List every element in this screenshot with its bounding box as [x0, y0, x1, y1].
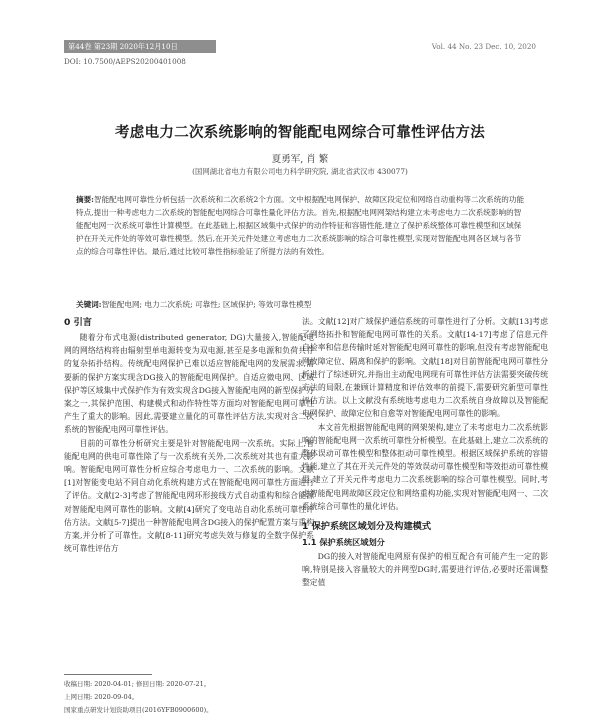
authors: 夏勇军, 肖 繁 [271, 154, 329, 165]
journal-issue-banner [64, 40, 216, 53]
footnote [64, 678, 304, 717]
intro-paragraph-1: 随着分布式电源(distributed generator, DG)大量接入,智能配电网的网络结构将由辐射型单电源转变为双电源,甚至是多电源和负荷共存的复杂拓扑结构。传统配电网保护已难以适应智能配电网的发展需求,需要新的保护方案实现含DG接入的智能配电网保护。自适应微电网、区域保护等区域集中式保护作为有效实现含DG接入智能配电网的新型保护方案之一,其保护范围、构建模式和动作特性等方面均对智能配电网可靠性产生了重大的影响。因此,需要建立量化的可靠性评估方法,实现对含二次系统的智能配电网可靠性评估。 [64, 333, 314, 435]
right-column [302, 315, 548, 590]
paper-title: 考虑电力二次系统影响的智能配电网综合可靠性评估方法 [115, 124, 485, 141]
abstract-label: 摘要: [76, 195, 94, 204]
received-date: 收稿日期: 2020-04-01; 修回日期: 2020-07-21。 [64, 680, 211, 688]
fund-info: 国家重点研发计划资助项目(2016YFB0900600)。 [64, 706, 213, 714]
abstract [76, 193, 525, 258]
intro-paragraph-2: 目前的可靠性分析研究主要是针对智能配电网一次系统。实际上,智能配电网的供电可靠性除了与一次系统有关外,二次系统对其也有重大影响。智能配电网可靠性分析应综合考虑电力一、二次系统的影响。文献[1]对智能变电站不同自动化系统构建方式在智能配电网可靠性方面进行了评估。文献[2-3]考虑了智能配电网环形接线方式自动重构和综合能源对智能配电网可靠性的影响。文献[4]研究了变电站自动化系统可靠性评估方法。文献[5-7]提出一种智能配电网含DG接入的保护配置方案与重构方案,并分析了可靠性。文献[8-11]研究考虑失效与修复的全数字保护系统可靠性评估方 [64, 438, 314, 554]
section11-paragraph: DG的接入对智能配电网原有保护的相互配合有可能产生一定的影响,特别是接入容量较大的并网型DG时,需要进行评估,必要时还需调整整定值 [302, 552, 548, 588]
journal-issue-text: 第44卷 第23期 2020年12月10日 [68, 42, 178, 51]
online-date: 上网日期: 2020-09-04。 [64, 693, 139, 701]
intro-paragraph-3: 法。文献[12]对广域保护通信系统的可靠性进行了分析。文献[13]考虑了网络拓扑和智能配电网可靠性的关系。文献[14-17]考虑了信息元件自检率和信息传输时延对智能配电网可靠性的影响,但没有考虑智能配电网故障定位、隔离和保护的影响。文献[18]对目前智能配电网可靠性分析进行了综述研究,并指出主动配电网现有可靠性评估方法需要突破传统方法的局限,在兼顾计算精度和评估效率的前提下,需要研究新型可靠性评估方法。以上文献没有系统地考虑电力二次系统自身故障以及智能配电网保护、故障定位和自愈等对智能配电网可靠性的影响。 [302, 317, 548, 419]
intro-heading: 0 引言 [64, 317, 92, 328]
section11-heading: 1.1 保护系统区域划分 [302, 537, 385, 548]
affiliation: (国网湖北省电力有限公司电力科学研究院, 湖北省武汉市 430077) [192, 167, 408, 176]
left-column [64, 315, 314, 555]
section1-heading: 1 保护系统区域划分及构建模式 [302, 521, 432, 533]
keywords-text: 智能配电网; 电力二次系统; 可靠性; 区域保护; 等效可靠性模型 [101, 300, 312, 309]
keywords [76, 299, 525, 310]
doi: DOI: 10.7500/AEPS20200401008 [64, 57, 186, 66]
journal-volume-english: Vol. 44 No. 23 Dec. 10, 2020 [431, 42, 536, 51]
footnote-rule [64, 674, 152, 675]
intro-paragraph-4: 本文首先根据智能配电网的网架架构,建立了未考虑电力二次系统影响的智能配电网一次系统可靠性分析模型。在此基础上,建立二次系统的整体误动可靠性模型和整体拒动可靠性模型。根据区域保护系统的容错性能,建立了其在开关元件处的等效误动可靠性模型和等效拒动可靠性模型,建立了开关元件考虑电力二次系统影响的综合可靠性模型。同时,考虑智能配电网故障区段定位和网络重构功能,实现对智能配电网一、二次系统综合可靠性的量化评估。 [302, 422, 548, 511]
abstract-text: 智能配电网可靠性分析包括一次系统和二次系统2个方面。文中根据配电网保护、故障区段定位和网络自动重构等二次系统的功能特点,提出一种考虑电力二次系统的智能配电网综合可靠性量化评估方法。首先,根据配电网网架结构建立未考虑电力二次系统影响的智能配电网一次系统可靠性计算模型。在此基础上,根据区域集中式保护的动作特征和容错性能,建立了保护系统整体可靠性模型和区域保护在开关元件处的等效可靠性模型。然后,在开关元件处建立考虑电力二次系统影响的综合可靠性模型,实现对智能配电网各区域与各节点的综合可靠性评估。最后,通过比较可靠性指标验证了所提方法的有效性。 [76, 195, 525, 257]
keywords-label: 关键词: [76, 300, 102, 309]
